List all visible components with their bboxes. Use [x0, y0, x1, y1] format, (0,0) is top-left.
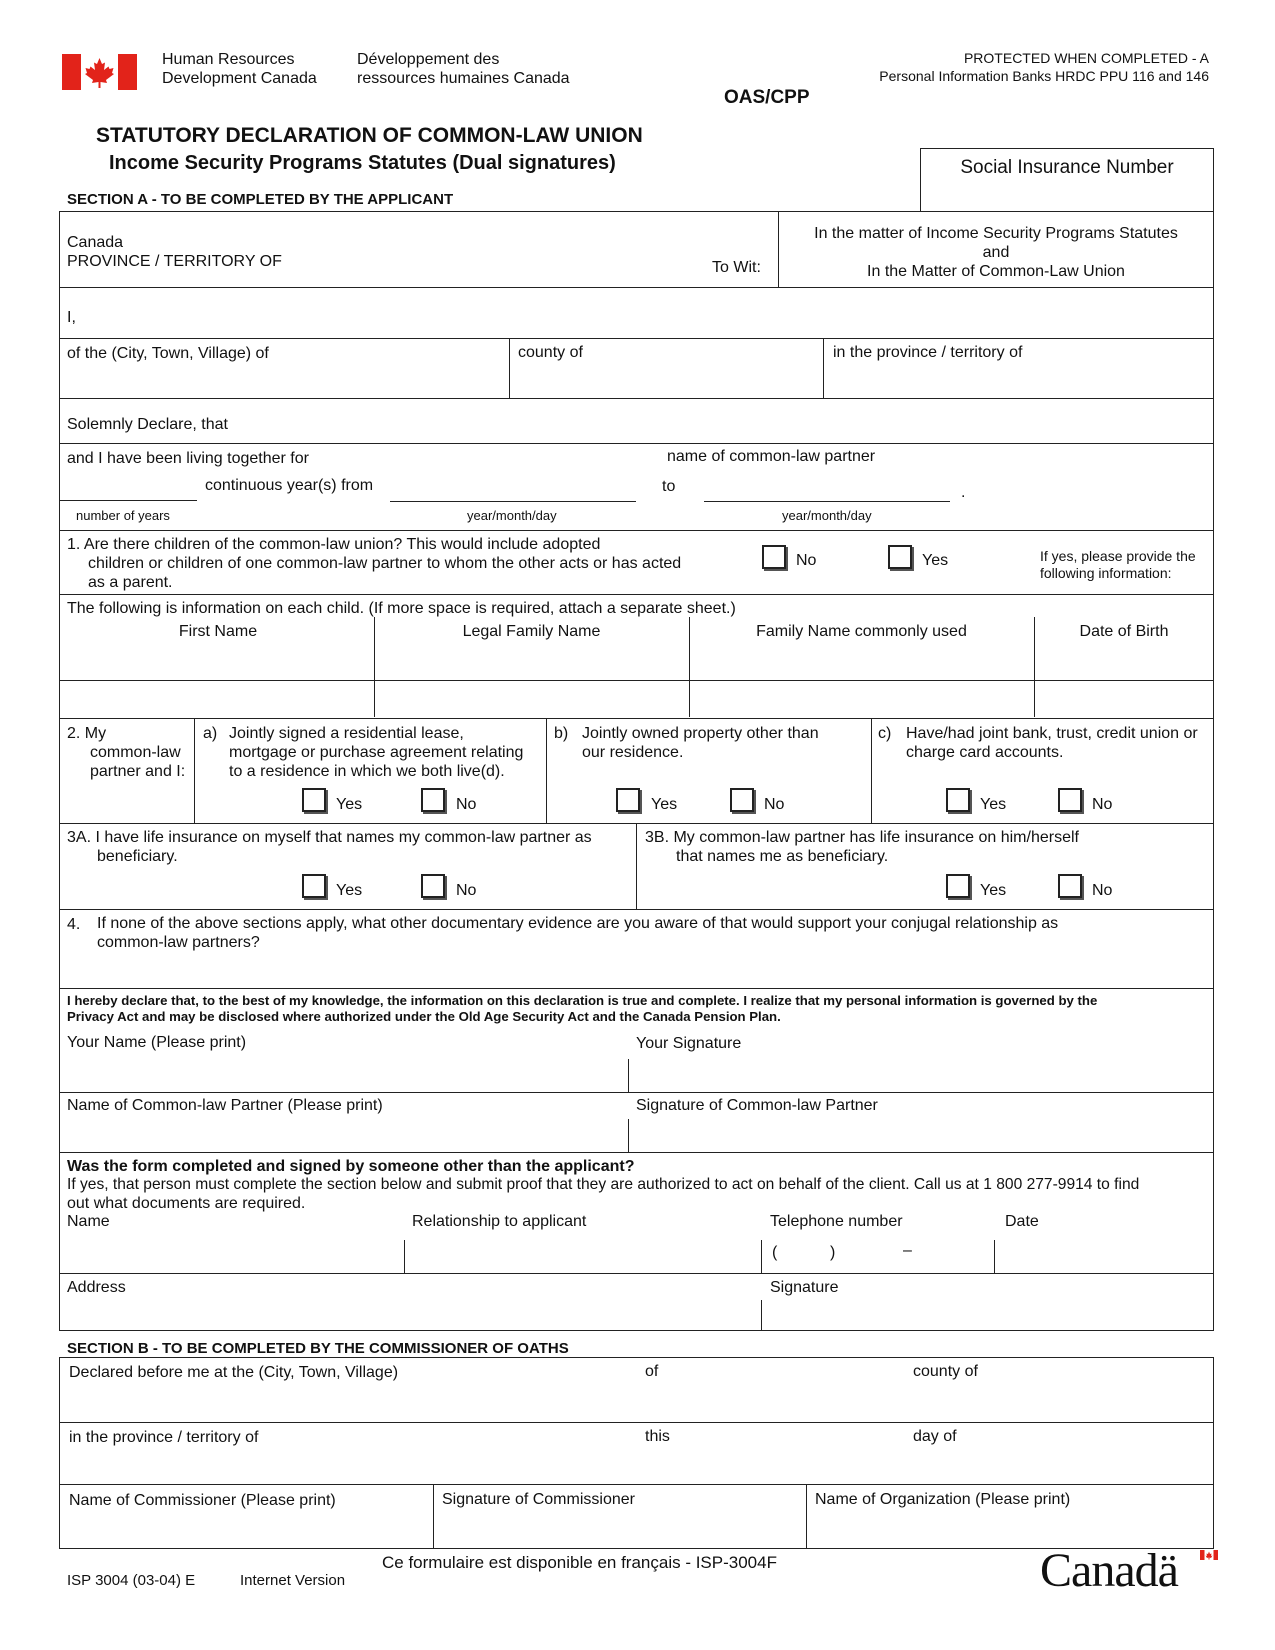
commissioner-county-label: county of — [913, 1363, 978, 1380]
q3a-no-label: No — [456, 882, 477, 899]
dept-name-en: Development Canada — [162, 70, 317, 87]
q2b-no-checkbox[interactable] — [730, 788, 754, 812]
declared-county-field[interactable] — [908, 1386, 1210, 1420]
q2b-text: our residence. — [582, 744, 684, 761]
declared-city-field[interactable] — [62, 1386, 632, 1420]
wordmark-flag-icon — [1200, 1550, 1218, 1560]
sin-field[interactable] — [920, 148, 1214, 212]
q2c-text: charge card accounts. — [906, 744, 1064, 761]
partner-name-print-label: Name of Common-law Partner (Please print) — [67, 1097, 383, 1114]
q2a-text: Jointly signed a residential lease, — [229, 725, 464, 742]
other-name-label: Name — [67, 1213, 110, 1230]
city-field[interactable] — [62, 364, 506, 396]
sin-label: Social Insurance Number — [960, 157, 1174, 178]
child-2-date-of-birth-field[interactable] — [1037, 683, 1212, 715]
q3a-no-checkbox[interactable] — [421, 874, 445, 898]
q2b-yes-checkbox[interactable] — [616, 788, 640, 812]
child-1-date-of-birth-field[interactable] — [1037, 645, 1212, 677]
other-signature-label: Signature — [770, 1279, 839, 1296]
form-number: ISP 3004 (03-04) E — [67, 1572, 196, 1589]
q2c-no-checkbox[interactable] — [1058, 788, 1082, 812]
commissioner-name-field[interactable] — [62, 1512, 430, 1546]
child-2-first-name-field[interactable] — [62, 683, 372, 715]
q1-no-label: No — [796, 552, 817, 569]
q2b-letter: b) — [554, 725, 569, 742]
form-subtitle: Income Security Programs Statutes (Dual signatures) — [109, 152, 616, 174]
partner-name-label: name of common-law partner — [667, 448, 876, 465]
q1-text: 1. Are there children of the common-law union? This would include adopted — [67, 536, 601, 553]
to-date-field[interactable] — [704, 501, 950, 502]
address-field[interactable] — [62, 1298, 757, 1328]
q2c-yes-checkbox[interactable] — [946, 788, 970, 812]
q1-yes-checkbox[interactable] — [888, 545, 912, 569]
q2b-text: Jointly owned property other than — [582, 725, 819, 742]
section-b-heading: SECTION B - TO BE COMPLETED BY THE COMMISSIONER OF OATHS — [67, 1340, 569, 1357]
protected-notice: PROTECTED WHEN COMPLETED - A — [963, 50, 1209, 66]
phone-paren-close: ) — [830, 1244, 836, 1261]
declarant-label: I, — [67, 309, 76, 326]
q3a-text: 3A. I have life insurance on myself that names my common-law partner as — [67, 829, 592, 846]
personal-info-banks: Personal Information Banks HRDC PPU 116 and 146 — [879, 68, 1209, 84]
date-format-hint: year/month/day — [782, 508, 872, 523]
partner-signature-field[interactable] — [632, 1118, 1210, 1150]
q2a-no-label: No — [456, 796, 477, 813]
canada-wordmark — [1040, 1546, 1218, 1596]
column-header-date-of-birth: Date of Birth — [1079, 623, 1169, 640]
q2c-letter: c) — [878, 725, 892, 742]
years-field[interactable] — [60, 500, 197, 501]
q2c-no-label: No — [1092, 796, 1113, 813]
period: . — [961, 484, 966, 501]
q2b-yes-label: Yes — [651, 796, 678, 813]
relationship-label: Relationship to applicant — [412, 1213, 587, 1230]
declaration-text: Privacy Act and may be disclosed where authorized under the Old Age Security Act and the Canada Pension Plan. — [67, 1009, 781, 1024]
q3a-yes-label: Yes — [336, 882, 363, 899]
number-of-years-hint: number of years — [76, 508, 170, 523]
commissioner-name-label: Name of Commissioner (Please print) — [69, 1492, 336, 1509]
organization-field[interactable] — [810, 1512, 1210, 1546]
partner-signature-label: Signature of Common-law Partner — [636, 1097, 878, 1114]
q1-if-yes-note: If yes, please provide the — [1040, 548, 1196, 564]
your-name-field[interactable] — [62, 1058, 624, 1090]
declared-day-field[interactable] — [640, 1450, 900, 1482]
your-signature-label: Your Signature — [636, 1035, 742, 1052]
q3a-text: beneficiary. — [97, 848, 178, 865]
q2a-text: mortgage or purchase agreement relating — [229, 744, 524, 761]
declaration-text: I hereby declare that, to the best of my knowledge, the information on this declaration is true and complete. I realize that my personal information is governed by the — [67, 993, 1098, 1008]
column-header-legal-family-name: Legal Family Name — [462, 623, 601, 640]
province-field[interactable] — [826, 364, 1210, 396]
to-wit-label: To Wit: — [712, 259, 761, 276]
section-a-heading: SECTION A - TO BE COMPLETED BY THE APPLICANT — [67, 191, 454, 208]
canada-wordmark-text: Canadä — [1040, 1544, 1178, 1597]
declared-at-label: Declared before me at the (City, Town, Village) — [69, 1364, 399, 1381]
of-label: of — [645, 1363, 659, 1380]
q2-label: common-law — [90, 744, 181, 761]
q2-label: partner and I: — [90, 763, 186, 780]
declared-month-field[interactable] — [908, 1450, 1210, 1482]
program-code: OAS/CPP — [724, 87, 810, 108]
q2a-no-checkbox[interactable] — [421, 788, 445, 812]
q3b-text: 3B. My common-law partner has life insurance on him/herself — [645, 829, 1079, 846]
q2a-letter: a) — [203, 725, 218, 742]
telephone-label: Telephone number — [770, 1213, 903, 1230]
province-territory-label: PROVINCE / TERRITORY OF — [67, 253, 282, 270]
date-format-hint: year/month/day — [467, 508, 557, 523]
telephone-field[interactable] — [765, 1238, 991, 1270]
children-intro: The following is information on each child. (If more space is required, attach a separate sheet.) — [67, 600, 736, 617]
commissioner-province-label: in the province / territory of — [69, 1429, 259, 1446]
organization-label: Name of Organization (Please print) — [815, 1491, 1071, 1508]
your-name-label: Your Name (Please print) — [67, 1034, 247, 1051]
q2a-yes-checkbox[interactable] — [302, 788, 326, 812]
matter-statement: and — [982, 244, 1010, 261]
q2-label: 2. My — [67, 725, 107, 742]
this-label: this — [645, 1428, 670, 1445]
q1-no-checkbox[interactable] — [762, 545, 786, 569]
living-together-label: and I have been living together for — [67, 450, 309, 467]
q4-evidence-field[interactable] — [62, 955, 1210, 985]
phone-dash: – — [903, 1242, 912, 1259]
q3b-text: that names me as beneficiary. — [676, 848, 889, 865]
other-completer-instructions: out what documents are required. — [67, 1195, 306, 1212]
from-date-field[interactable] — [390, 501, 636, 502]
q4-number: 4. — [67, 916, 81, 933]
child-1-first-name-field[interactable] — [62, 645, 372, 677]
child-2-legal-family-name-field[interactable] — [377, 683, 687, 715]
q3a-yes-checkbox[interactable] — [302, 874, 326, 898]
dept-name-en: Human Resources — [162, 51, 295, 68]
q2c-yes-label: Yes — [980, 796, 1007, 813]
french-availability-note: Ce formulaire est disponible en français - ISP-3004F — [382, 1553, 777, 1572]
partner-name-print-field[interactable] — [62, 1118, 624, 1150]
q3b-no-label: No — [1092, 882, 1113, 899]
commissioner-signature-field[interactable] — [437, 1512, 803, 1546]
declared-province-field[interactable] — [62, 1450, 632, 1482]
column-header-family-name-used: Family Name commonly used — [756, 623, 967, 640]
child-1-legal-family-name-field[interactable] — [377, 645, 687, 677]
q3b-yes-checkbox[interactable] — [946, 874, 970, 898]
q2b-no-label: No — [764, 796, 785, 813]
continuous-years-label: continuous year(s) from — [205, 477, 374, 494]
commissioner-signature-label: Signature of Commissioner — [442, 1491, 635, 1508]
other-signature-field[interactable] — [765, 1298, 1210, 1328]
dept-name-fr: ressources humaines Canada — [357, 70, 570, 87]
city-label: of the (City, Town, Village) of — [67, 345, 269, 362]
declarant-name-field[interactable] — [90, 292, 1200, 334]
partner-name-field[interactable] — [420, 443, 660, 463]
solemnly-declare-label: Solemnly Declare, that — [67, 416, 228, 433]
column-header-first-name: First Name — [178, 623, 258, 640]
other-completer-question: Was the form completed and signed by someone other than the applicant? — [67, 1158, 635, 1175]
internet-version: Internet Version — [240, 1572, 346, 1589]
q3b-yes-label: Yes — [980, 882, 1007, 899]
province-label: in the province / territory of — [833, 344, 1023, 361]
q1-if-yes-note: following information: — [1040, 565, 1172, 581]
day-of-label: day of — [913, 1428, 957, 1445]
to-label: to — [662, 478, 676, 495]
q1-text: children or children of one common-law partner to whom the other acts or has acted — [88, 555, 682, 572]
matter-statement: In the matter of Income Security Programs Statutes — [814, 225, 1178, 242]
county-label: county of — [518, 344, 583, 361]
phone-paren-open: ( — [772, 1244, 778, 1261]
canada-label: Canada — [67, 234, 124, 251]
province-territory-field[interactable] — [300, 225, 700, 275]
other-completer-instructions: If yes, that person must complete the section below and submit proof that they are authorized to act on behalf of the client. Call us at 1 800 277-9914 to find — [67, 1176, 1140, 1193]
your-signature-field[interactable] — [632, 1058, 1210, 1090]
dept-name-fr: Développement des — [357, 51, 500, 68]
child-1-family-name-used-field[interactable] — [692, 645, 1032, 677]
address-label: Address — [67, 1279, 126, 1296]
county-field[interactable] — [512, 364, 820, 396]
q2c-text: Have/had joint bank, trust, credit union or — [906, 725, 1198, 742]
q4-text: If none of the above sections apply, what other documentary evidence are you aware of that would support your conjugal relationship as — [97, 915, 1059, 932]
q1-text: as a parent. — [88, 574, 173, 591]
q3b-no-checkbox[interactable] — [1058, 874, 1082, 898]
date-field[interactable] — [998, 1238, 1210, 1270]
matter-statement: In the Matter of Common-Law Union — [867, 263, 1125, 280]
child-2-family-name-used-field[interactable] — [692, 683, 1032, 715]
q4-text: common-law partners? — [97, 934, 260, 951]
canada-flag-icon — [62, 54, 137, 90]
date-label: Date — [1005, 1213, 1039, 1230]
q1-yes-label: Yes — [922, 552, 949, 569]
other-name-field[interactable] — [62, 1238, 400, 1270]
q2a-text: to a residence in which we both live(d). — [229, 763, 505, 780]
q2a-yes-label: Yes — [336, 796, 363, 813]
declared-of-field[interactable] — [640, 1386, 900, 1420]
form-title: STATUTORY DECLARATION OF COMMON-LAW UNION — [96, 124, 643, 147]
relationship-field[interactable] — [408, 1238, 758, 1270]
